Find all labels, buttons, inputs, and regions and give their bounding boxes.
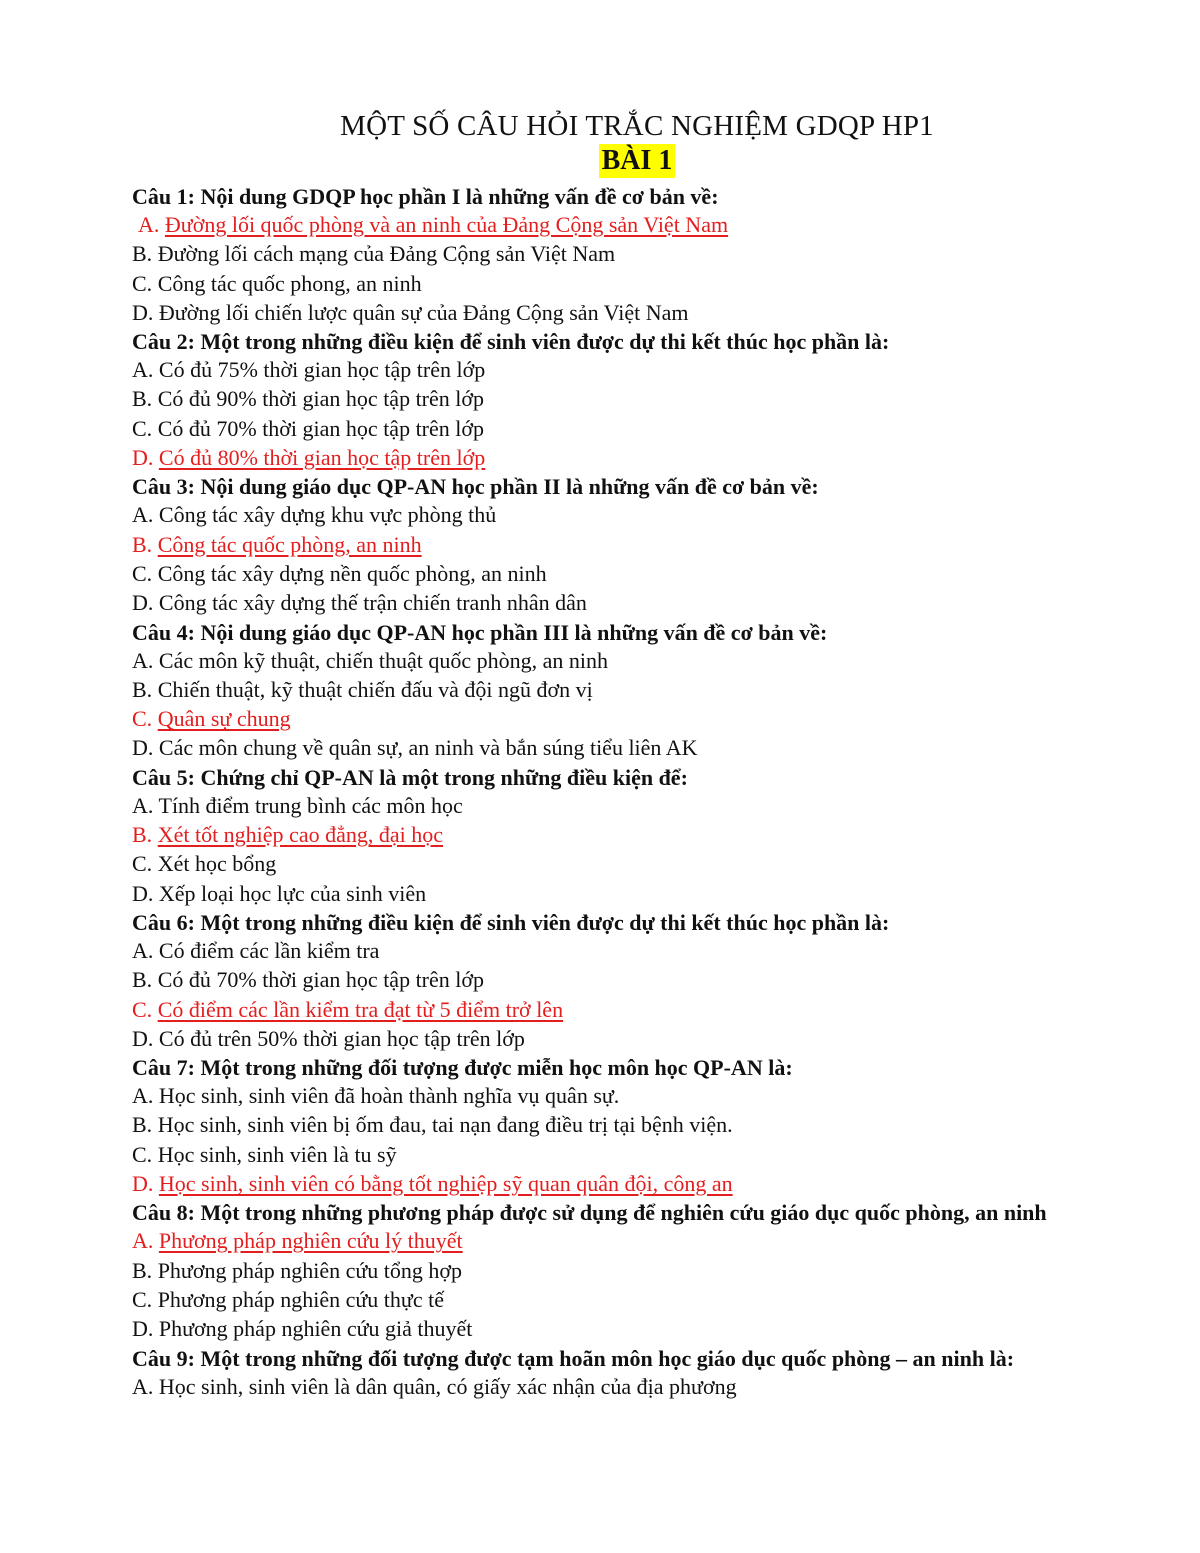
question-block [132, 1053, 1142, 1198]
option-letter: B. [132, 386, 153, 412]
option-letter: D. [132, 1171, 154, 1197]
question-block [132, 182, 1142, 327]
correct-answer-option [132, 1169, 1142, 1198]
answer-option [132, 239, 1142, 268]
option-text: Có điểm các lần kiểm tra đạt từ 5 điểm trở lên [157, 996, 564, 1022]
option-text: Công tác xây dựng thế trận chiến tranh nhân dân [158, 590, 587, 616]
option-text: Có đủ 70% thời gian học tập trên lớp [157, 967, 485, 993]
answer-option [132, 588, 1142, 617]
document-title: MỘT SỐ CÂU HỎI TRẮC NGHIỆM GDQP HP1 [340, 110, 934, 142]
option-letter: C. [132, 270, 153, 296]
option-text: Phương pháp nghiên cứu thực tế [157, 1286, 444, 1312]
question-block [132, 763, 1142, 908]
option-text: Chiến thuật, kỹ thuật chiến đấu và đội ngũ đơn vị [157, 676, 593, 702]
correct-answer-option [132, 443, 1142, 472]
option-letter: A. [132, 792, 154, 818]
option-letter: C. [132, 706, 153, 732]
answer-option [132, 879, 1142, 908]
option-letter: C. [132, 415, 153, 441]
option-letter: B. [132, 967, 153, 993]
option-text: Học sinh, sinh viên là dân quân, có giấy xác nhận của địa phương [158, 1373, 737, 1399]
answer-option [132, 1140, 1142, 1169]
option-text: Có điểm các lần kiểm tra [158, 937, 380, 963]
option-letter: A. [132, 937, 154, 963]
answer-option [132, 675, 1142, 704]
option-text: Các môn kỹ thuật, chiến thuật quốc phòng, an ninh [158, 647, 608, 673]
option-letter: B. [132, 531, 153, 557]
option-text: Phương pháp nghiên cứu tổng hợp [157, 1257, 463, 1283]
answer-option [132, 1081, 1142, 1110]
question-block [132, 1344, 1142, 1401]
answer-option [132, 1256, 1142, 1285]
option-letter: A. [132, 647, 154, 673]
option-letter: A. [138, 212, 160, 237]
option-text: Học sinh, sinh viên bị ốm đau, tai nạn đang điều trị tại bệnh viện. [157, 1112, 733, 1138]
option-text: Có đủ 75% thời gian học tập trên lớp [158, 357, 486, 383]
option-text: Phương pháp nghiên cứu lý thuyết [158, 1228, 463, 1254]
option-text: Công tác quốc phòng, an ninh [157, 531, 422, 557]
option-letter: A. [132, 357, 154, 383]
question-block [132, 1198, 1142, 1343]
option-text: Có đủ 80% thời gian học tập trên lớp [158, 445, 486, 471]
option-text: Có đủ trên 50% thời gian học tập trên lớp [158, 1025, 525, 1051]
option-letter: C. [132, 851, 153, 877]
question-text: Câu 5: Chứng chỉ QP-AN là một trong những điều kiện để: [132, 764, 688, 790]
answer-option [132, 1314, 1142, 1343]
option-text: Đường lối cách mạng của Đảng Cộng sản Việt Nam [157, 241, 616, 267]
option-letter: D. [132, 445, 154, 471]
answer-option [132, 269, 1142, 298]
option-text: Phương pháp nghiên cứu giả thuyết [158, 1316, 473, 1342]
question-list [132, 182, 1142, 1401]
document-page [132, 108, 1142, 1401]
option-text: Công tác xây dựng khu vực phòng thủ [158, 502, 497, 528]
option-text: Xét học bổng [157, 851, 277, 877]
option-letter: B. [132, 676, 153, 702]
option-letter: A. [132, 1083, 154, 1109]
option-letter: D. [132, 880, 154, 906]
option-text: Xếp loại học lực của sinh viên [158, 880, 427, 906]
option-text: Tính điểm trung bình các môn học [158, 792, 463, 818]
answer-option [132, 849, 1142, 878]
lesson-heading: BÀI 1 [599, 144, 676, 178]
option-text: Có đủ 70% thời gian học tập trên lớp [157, 415, 485, 441]
option-letter: C. [132, 1286, 153, 1312]
answer-option [132, 1110, 1142, 1139]
option-letter: A. [132, 502, 154, 528]
question-text: Câu 7: Một trong những đối tượng được miễn học môn học QP-AN là: [132, 1055, 793, 1081]
option-letter: A. [132, 1228, 154, 1254]
option-text: Quân sự chung [157, 706, 291, 732]
answer-option [132, 559, 1142, 588]
question-text: Câu 2: Một trong những điều kiện để sinh viên được dự thi kết thúc học phần là: [132, 329, 890, 355]
option-letter: D. [132, 590, 154, 616]
question-block [132, 908, 1142, 1053]
answer-option [132, 646, 1142, 675]
option-text: Đường lối chiến lược quân sự của Đảng Cộng sản Việt Nam [158, 299, 689, 325]
option-letter: D. [132, 299, 154, 325]
answer-option [132, 1024, 1142, 1053]
option-text: Công tác xây dựng nền quốc phòng, an ninh [157, 560, 547, 586]
option-letter: C. [132, 1141, 153, 1167]
option-text: Các môn chung về quân sự, an ninh và bắn súng tiểu liên AK [158, 735, 698, 761]
answer-option [132, 965, 1142, 994]
question-text: Câu 4: Nội dung giáo dục QP-AN học phần III là những vấn đề cơ bản về: [132, 619, 828, 645]
option-letter: B. [132, 822, 153, 848]
answer-option [132, 791, 1142, 820]
option-text: Có đủ 90% thời gian học tập trên lớp [157, 386, 485, 412]
question-text: Câu 3: Nội dung giáo dục QP-AN học phần II là những vấn đề cơ bản về: [132, 474, 819, 500]
answer-option [132, 936, 1142, 965]
option-text: Xét tốt nghiệp cao đẳng, đại học [157, 822, 443, 848]
answer-option [132, 414, 1142, 443]
answer-option [132, 298, 1142, 327]
option-letter: D. [132, 1316, 154, 1342]
option-text: Học sinh, sinh viên là tu sỹ [157, 1141, 397, 1167]
answer-option [132, 1372, 1142, 1401]
answer-option [132, 384, 1142, 413]
option-letter: C. [132, 560, 153, 586]
answer-option [132, 355, 1142, 384]
correct-answer-option [132, 1226, 1142, 1255]
option-letter: D. [132, 1025, 154, 1051]
correct-answer-option [132, 995, 1142, 1024]
answer-option [132, 733, 1142, 762]
correct-answer-option [132, 704, 1142, 733]
option-letter: B. [132, 241, 153, 267]
answer-option [132, 500, 1142, 529]
option-text: Học sinh, sinh viên đã hoàn thành nghĩa vụ quân sự. [158, 1083, 620, 1109]
question-block [132, 327, 1142, 472]
question-text: Câu 1: Nội dung GDQP học phần I là những vấn đề cơ bản về: [132, 184, 719, 209]
option-letter: A. [132, 1373, 154, 1399]
correct-answer-option [132, 530, 1142, 559]
option-text: Công tác quốc phong, an ninh [157, 270, 422, 296]
question-text: Câu 9: Một trong những đối tượng được tạm hoãn môn học giáo dục quốc phòng – an ninh là: [132, 1345, 1015, 1371]
option-text: Học sinh, sinh viên có bằng tốt nghiệp sỹ quan quân đội, công an [158, 1171, 733, 1197]
correct-answer-option [132, 210, 1142, 239]
option-letter: C. [132, 996, 153, 1022]
option-letter: B. [132, 1257, 153, 1283]
option-text: Đường lối quốc phòng và an ninh của Đảng Cộng sản Việt Nam [164, 212, 729, 237]
lesson-heading-wrap [132, 144, 1142, 182]
question-block [132, 618, 1142, 763]
correct-answer-option [132, 820, 1142, 849]
option-letter: D. [132, 735, 154, 761]
option-letter: B. [132, 1112, 153, 1138]
question-text: Câu 6: Một trong những điều kiện để sinh viên được dự thi kết thúc học phần là: [132, 909, 890, 935]
answer-option [132, 1285, 1142, 1314]
question-text: Câu 8: Một trong những phương pháp được sử dụng để nghiên cứu giáo dục quốc phòng, an ninh [132, 1200, 1047, 1226]
question-block [132, 472, 1142, 617]
